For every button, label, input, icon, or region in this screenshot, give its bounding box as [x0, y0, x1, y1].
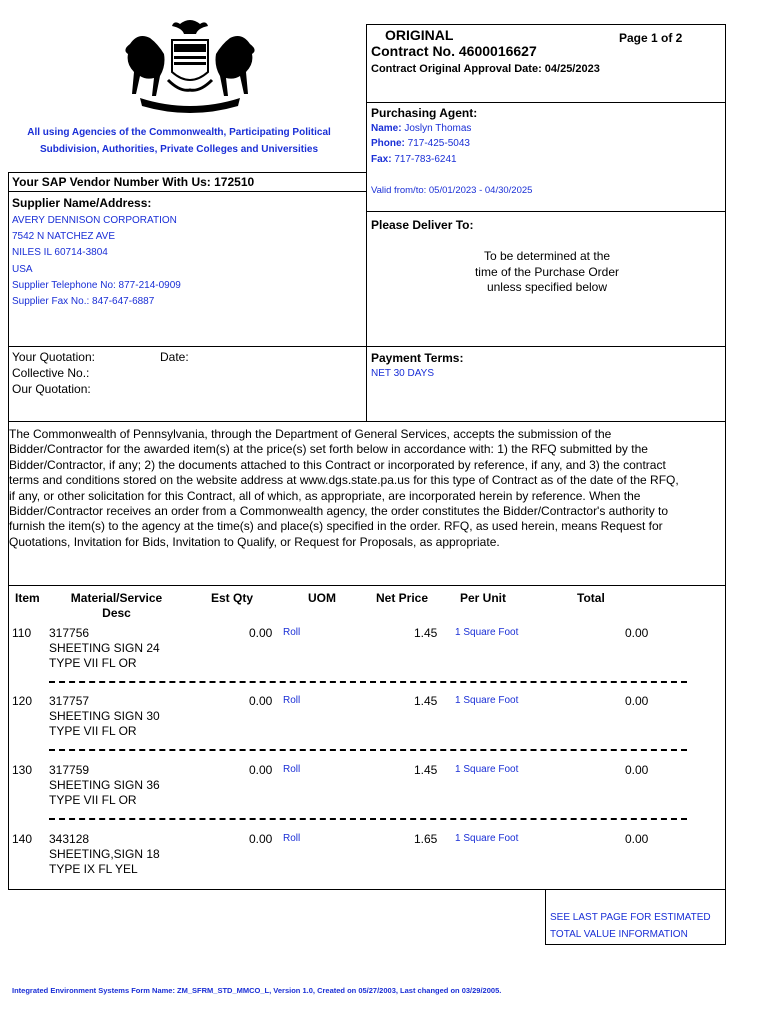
row-material: 317757	[49, 694, 90, 708]
row-item: 110	[12, 626, 32, 640]
supplier-address	[12, 213, 181, 310]
row-desc: TYPE VII FL OR	[49, 724, 137, 738]
quotation-box	[8, 346, 367, 422]
purchasing-agent-box	[366, 102, 726, 212]
supplier-line: 7542 N NATCHEZ AVE	[12, 231, 115, 243]
terms-line: The Commonwealth of Pennsylvania, through the Department of General Services, accepts the submission of the	[9, 427, 612, 441]
payment-terms-box	[366, 346, 726, 422]
row-total: 0.00	[625, 626, 649, 640]
row-item: 140	[12, 832, 33, 846]
page-number: Page 1 of 2	[619, 31, 683, 45]
row-per-unit: 1 Square Foot	[455, 695, 519, 706]
agent-phone	[371, 138, 470, 149]
row-net-price: 1.45	[414, 626, 438, 640]
agent-name	[371, 123, 471, 134]
row-per-unit: 1 Square Foot	[455, 764, 519, 775]
vendor-box	[8, 172, 367, 347]
agent-fax-value: 717-783-6241	[394, 154, 457, 165]
terms-line: if any, or other solicitation for this Contract, all of which, as appropriate, are incorporated herein by reference. When the	[9, 488, 641, 503]
col-header-net-price: Net Price	[376, 591, 429, 605]
row-qty: 0.00	[249, 832, 273, 846]
row-uom: Roll	[283, 627, 301, 638]
terms-line: Bidder/Contractor receives an order from a Commonwealth agency, the order constitutes the Bidder/Contractor's authority to	[9, 504, 669, 519]
row-desc: SHEETING SIGN 24	[49, 641, 160, 655]
col-header-est-qty: Est Qty	[211, 591, 254, 605]
delivery-line: time of the Purchase Order	[474, 264, 620, 279]
supplier-line: AVERY DENNISON CORPORATION	[12, 215, 177, 226]
row-separator	[49, 681, 687, 683]
agent-phone-label: Phone:	[371, 138, 405, 149]
terms-line: Bidder/Contractor for the awarded item(s) at the price(s) set forth below in accordance with: 1) the RFQ submitted by the	[9, 442, 648, 457]
agent-phone-value: 717-425-5043	[407, 138, 470, 149]
row-desc: SHEETING,SIGN 18	[49, 847, 160, 861]
row-uom: Roll	[283, 833, 301, 844]
row-desc: SHEETING SIGN 36	[49, 778, 160, 792]
delivery-line: To be determined at the	[483, 249, 611, 263]
approval-date: Contract Original Approval Date: 04/25/2023	[371, 63, 600, 75]
delivery-line: unless specified below	[486, 280, 608, 294]
estimated-value-note	[545, 889, 726, 945]
note-line: SEE LAST PAGE FOR ESTIMATED	[550, 912, 711, 923]
agent-fax-label: Fax:	[371, 154, 392, 165]
row-desc: SHEETING SIGN 30	[49, 709, 160, 723]
items-table	[8, 585, 726, 890]
col-header-uom: UOM	[308, 591, 336, 605]
supplier-line: Supplier Telephone No: 877-214-0909	[12, 279, 181, 291]
row-material: 317759	[49, 763, 90, 777]
our-quotation-label: Our Quotation:	[12, 382, 91, 396]
delivery-box	[366, 211, 726, 347]
row-separator	[49, 818, 687, 820]
delivery-text	[367, 249, 727, 296]
terms-line: Quotations, Invitation for Bids, Invitation to Qualify, or Request for Proposals, as appropriate.	[9, 534, 500, 549]
row-separator	[49, 749, 687, 751]
agent-name-value: Joslyn Thomas	[404, 123, 472, 134]
row-qty: 0.00	[249, 626, 273, 640]
your-quotation-label: Your Quotation:	[12, 350, 95, 364]
terms-line: Bidder/Contractor, if any; 2) the documents attached to this Contract or incorporated by reference, if any, and 3) the contract	[9, 457, 666, 472]
sap-divider	[9, 191, 366, 192]
col-header-material	[49, 591, 184, 621]
note-line: TOTAL VALUE INFORMATION	[550, 928, 688, 940]
row-net-price: 1.45	[414, 763, 438, 777]
copy-label: ORIGINAL	[385, 27, 454, 43]
row-total: 0.00	[625, 694, 649, 708]
terms-text	[9, 427, 725, 550]
row-uom: Roll	[283, 695, 301, 706]
validity-dates: Valid from/to: 05/01/2023 - 04/30/2025	[371, 185, 533, 196]
note-text	[550, 910, 711, 943]
delivery-heading: Please Deliver To:	[371, 218, 474, 232]
agent-fax	[371, 154, 457, 165]
row-material: 317756	[49, 626, 90, 640]
row-desc: TYPE VII FL OR	[49, 793, 137, 807]
row-qty: 0.00	[249, 763, 273, 777]
agent-name-label: Name:	[371, 123, 402, 134]
row-per-unit: 1 Square Foot	[455, 833, 519, 844]
contract-header-box	[366, 24, 726, 103]
row-uom: Roll	[283, 764, 301, 775]
col-header-item: Item	[15, 591, 40, 605]
row-total: 0.00	[625, 763, 649, 777]
quotation-date-label: Date:	[160, 350, 189, 364]
agencies-note	[14, 124, 344, 158]
collective-no-label: Collective No.:	[12, 366, 90, 380]
col-header-per-unit: Per Unit	[460, 591, 507, 605]
agencies-note-line: All using Agencies of the Commonwealth, Participating Political	[27, 127, 331, 138]
row-total: 0.00	[625, 832, 649, 846]
row-item: 120	[12, 694, 33, 708]
terms-line: furnish the item(s) to the agency at the time(s) and place(s) specified in the order. RFQ, as used herein, means Request for	[9, 519, 663, 534]
col-header-material-line: Desc	[102, 606, 131, 620]
supplier-line: Supplier Fax No.: 847-647-6887	[12, 296, 155, 308]
terms-line: terms and conditions stored on the website address at www.dgs.state.pa.us for this type of Contract as of the date of the RFQ,	[9, 473, 679, 488]
supplier-line: USA	[12, 263, 33, 275]
supplier-heading: Supplier Name/Address:	[12, 196, 152, 210]
row-per-unit: 1 Square Foot	[455, 627, 519, 638]
commonwealth-seal	[110, 14, 270, 114]
row-net-price: 1.45	[414, 694, 438, 708]
payment-heading: Payment Terms:	[371, 351, 464, 365]
col-header-material-line: Material/Service	[70, 591, 163, 605]
supplier-line: NILES IL 60714-3804	[12, 247, 108, 259]
agencies-note-line: Subdivision, Authorities, Private Colleges and Universities	[39, 144, 319, 155]
payment-value: NET 30 DAYS	[371, 368, 434, 379]
row-qty: 0.00	[249, 694, 273, 708]
col-header-total: Total	[577, 591, 605, 605]
row-desc: TYPE IX FL YEL	[49, 862, 138, 876]
form-footer: Integrated Environment Systems Form Name: ZM_SFRM_STD_MMCO_L, Version 1.0, Created on 05/27/2003, Last changed on 03/29/2005.	[12, 986, 502, 995]
terms-box	[8, 421, 726, 586]
row-desc: TYPE VII FL OR	[49, 656, 137, 670]
row-item: 130	[12, 763, 33, 777]
agent-heading: Purchasing Agent:	[371, 106, 478, 120]
sap-vendor-number: Your SAP Vendor Number With Us: 172510	[12, 175, 255, 189]
row-material: 343128	[49, 832, 90, 846]
contract-number: Contract No. 4600016627	[371, 43, 537, 59]
row-net-price: 1.65	[414, 832, 438, 846]
